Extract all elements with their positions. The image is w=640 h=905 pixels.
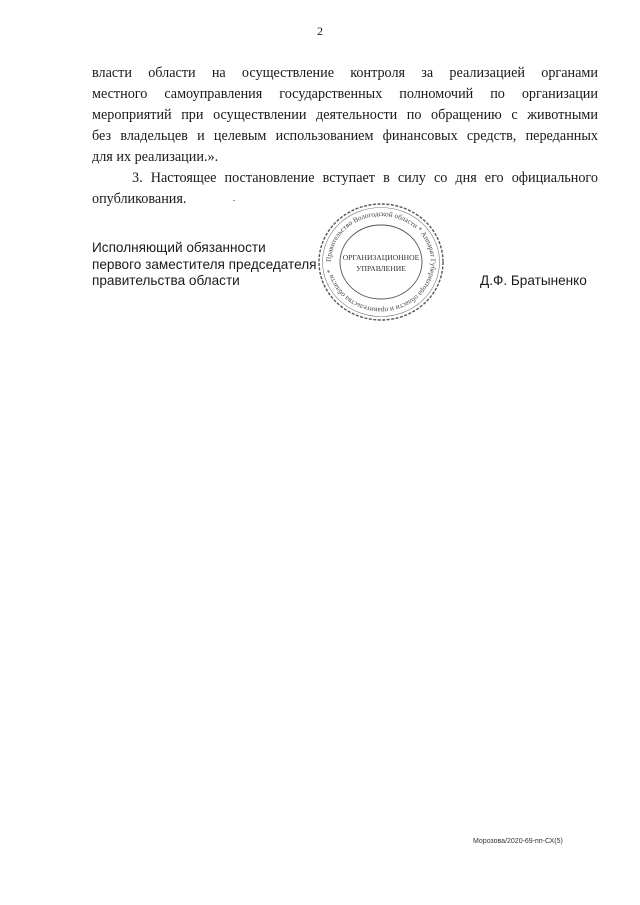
text-line: без владельцев и целевым использованием финансовых средств, переданных (92, 128, 598, 144)
seal-inner-text: ОРГАНИЗАЦИОННОЕ (342, 253, 420, 262)
page-number: 2 (317, 24, 323, 38)
official-seal (316, 200, 446, 324)
seal-outer-ring (319, 204, 443, 320)
document-code: Морозова/2020-69-пп-СХ(5) (473, 838, 563, 845)
position-line: первого заместителя председателя (92, 256, 317, 272)
seal-ring-text: Правительство Вологодской области * Аппарат Губернатора области и правительства области * (324, 209, 438, 315)
text-line: 3. Настоящее постановление вступает в силу со дня его официального (132, 170, 598, 186)
signatory-name: Д.Ф. Братыненко (480, 273, 587, 288)
text-line: власти области на осуществление контроля за реализацией органами (92, 65, 598, 81)
position-line: Исполняющий обязанности (92, 240, 266, 255)
seal-inner-text: УПРАВЛЕНИЕ (356, 264, 406, 273)
text-line: мероприятий при осуществлении деятельности по обращению с животными (92, 107, 598, 123)
signature-position (92, 240, 317, 290)
document-body (92, 63, 598, 210)
text-line: для их реализации.». (92, 149, 219, 165)
text-line: местного самоуправления государственных полномочий по организации (92, 86, 598, 102)
paragraph-control-clause (92, 63, 598, 168)
text-line: опубликования. (92, 191, 187, 207)
position-line: правительства области (92, 273, 240, 288)
scan-speck (233, 200, 235, 201)
seal-inner-ring (340, 225, 422, 299)
